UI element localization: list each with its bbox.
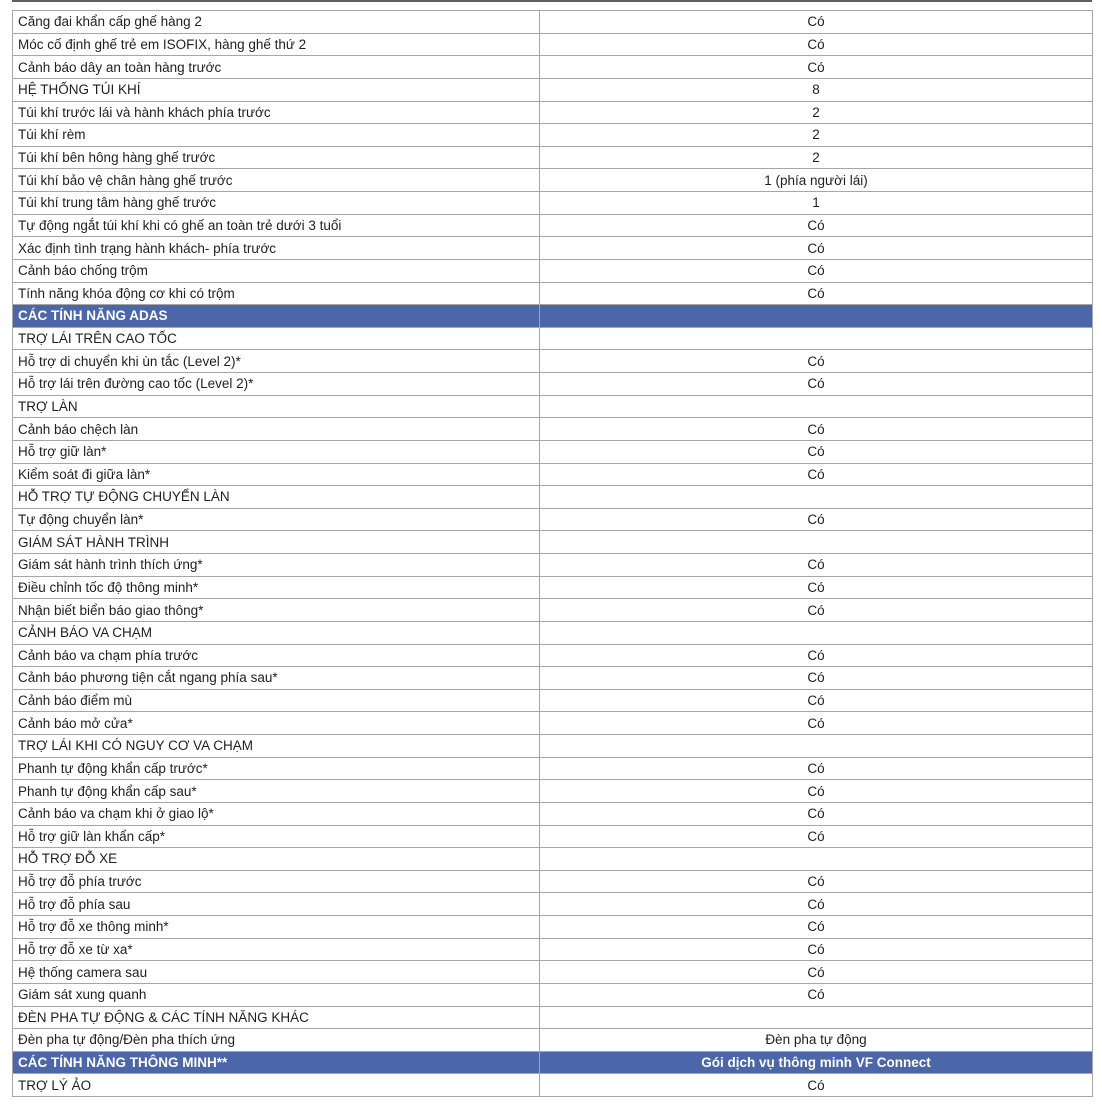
value-cell: Có xyxy=(540,689,1093,712)
value-cell: Có xyxy=(540,712,1093,735)
feature-cell: TRỢ LÝ ẢO xyxy=(13,1074,540,1097)
table-row xyxy=(13,463,1093,486)
feature-cell: Cảnh báo phương tiện cắt ngang phía sau* xyxy=(13,667,540,690)
value-cell: 1 xyxy=(540,192,1093,215)
feature-cell: Túi khí bảo vệ chân hàng ghế trước xyxy=(13,169,540,192)
table-row xyxy=(13,282,1093,305)
feature-cell: Đèn pha tự động/Đèn pha thích ứng xyxy=(13,1029,540,1052)
value-cell: Có xyxy=(540,56,1093,79)
feature-cell: Móc cố định ghế trẻ em ISOFIX, hàng ghế thứ 2 xyxy=(13,33,540,56)
table-row xyxy=(13,667,1093,690)
table-row xyxy=(13,237,1093,260)
value-cell: Có xyxy=(540,961,1093,984)
feature-cell: Xác định tình trạng hành khách- phía trước xyxy=(13,237,540,260)
section-header-row xyxy=(13,848,1093,871)
value-cell: Có xyxy=(540,916,1093,939)
table-row xyxy=(13,780,1093,803)
feature-cell: Hỗ trợ giữ làn* xyxy=(13,440,540,463)
table-row xyxy=(13,938,1093,961)
section-header-row xyxy=(13,621,1093,644)
feature-cell: Tính năng khóa động cơ khi có trộm xyxy=(13,282,540,305)
feature-cell: Cảnh báo mở cửa* xyxy=(13,712,540,735)
table-row xyxy=(13,757,1093,780)
feature-cell: Túi khí trước lái và hành khách phía trước xyxy=(13,101,540,124)
value-cell: Có xyxy=(540,418,1093,441)
feature-cell: Hỗ trợ di chuyển khi ùn tắc (Level 2)* xyxy=(13,350,540,373)
feature-cell: Giám sát xung quanh xyxy=(13,983,540,1006)
value-cell xyxy=(540,621,1093,644)
feature-cell: Hỗ trợ đỗ phía sau xyxy=(13,893,540,916)
table-row xyxy=(13,259,1093,282)
spec-table xyxy=(12,10,1093,1097)
value-cell xyxy=(540,486,1093,509)
value-cell xyxy=(540,1006,1093,1029)
feature-cell: Hỗ trợ đỗ xe thông minh* xyxy=(13,916,540,939)
table-row xyxy=(13,373,1093,396)
feature-cell: TRỢ LÁI TRÊN CAO TỐC xyxy=(13,327,540,350)
value-cell: 2 xyxy=(540,124,1093,147)
feature-cell: HỖ TRỢ ĐỖ XE xyxy=(13,848,540,871)
value-cell xyxy=(540,735,1093,758)
value-cell: Có xyxy=(540,214,1093,237)
table-row xyxy=(13,418,1093,441)
feature-cell: Kiểm soát đi giữa làn* xyxy=(13,463,540,486)
section-header-row xyxy=(13,735,1093,758)
accent-section-row xyxy=(13,1051,1093,1074)
value-cell: 1 (phía người lái) xyxy=(540,169,1093,192)
value-cell: Có xyxy=(540,825,1093,848)
value-cell: Có xyxy=(540,667,1093,690)
feature-cell: Cảnh báo va chạm phía trước xyxy=(13,644,540,667)
accent-section-row xyxy=(13,305,1093,328)
feature-cell: CÁC TÍNH NĂNG THÔNG MINH** xyxy=(13,1051,540,1074)
value-cell: Có xyxy=(540,33,1093,56)
feature-cell: Hệ thống camera sau xyxy=(13,961,540,984)
table-row xyxy=(13,124,1093,147)
value-cell: Đèn pha tự động xyxy=(540,1029,1093,1052)
feature-cell: Túi khí trung tâm hàng ghế trước xyxy=(13,192,540,215)
feature-cell: Tự động chuyển làn* xyxy=(13,508,540,531)
table-row xyxy=(13,961,1093,984)
feature-cell: Cảnh báo chống trộm xyxy=(13,259,540,282)
value-cell: Có xyxy=(540,440,1093,463)
feature-cell: HỆ THỐNG TÚI KHÍ xyxy=(13,78,540,101)
table-row xyxy=(13,893,1093,916)
section-header-row xyxy=(13,395,1093,418)
value-cell: Có xyxy=(540,508,1093,531)
feature-cell: TRỢ LÁI KHI CÓ NGUY CƠ VA CHẠM xyxy=(13,735,540,758)
value-cell: Có xyxy=(540,463,1093,486)
table-row xyxy=(13,554,1093,577)
value-cell: Có xyxy=(540,282,1093,305)
feature-cell: Giám sát hành trình thích ứng* xyxy=(13,554,540,577)
section-header-row xyxy=(13,486,1093,509)
value-cell: Có xyxy=(540,1074,1093,1097)
section-header-row xyxy=(13,78,1093,101)
table-row xyxy=(13,56,1093,79)
table-row xyxy=(13,1029,1093,1052)
feature-cell: Điều chỉnh tốc độ thông minh* xyxy=(13,576,540,599)
table-row xyxy=(13,146,1093,169)
value-cell: Có xyxy=(540,576,1093,599)
feature-cell: GIÁM SÁT HÀNH TRÌNH xyxy=(13,531,540,554)
section-header-row xyxy=(13,531,1093,554)
feature-cell: TRỢ LÀN xyxy=(13,395,540,418)
value-cell: 2 xyxy=(540,146,1093,169)
section-header-row xyxy=(13,1074,1093,1097)
table-row xyxy=(13,440,1093,463)
table-row xyxy=(13,350,1093,373)
feature-cell: Cảnh báo điểm mù xyxy=(13,689,540,712)
feature-cell: HỖ TRỢ TỰ ĐỘNG CHUYỂN LÀN xyxy=(13,486,540,509)
feature-cell: Tự động ngắt túi khí khi có ghế an toàn trẻ dưới 3 tuổi xyxy=(13,214,540,237)
feature-cell: Hỗ trợ đỗ phía trước xyxy=(13,870,540,893)
table-row xyxy=(13,11,1093,34)
value-cell: Gói dịch vụ thông minh VF Connect xyxy=(540,1051,1093,1074)
table-row xyxy=(13,712,1093,735)
value-cell: Có xyxy=(540,802,1093,825)
table-row xyxy=(13,916,1093,939)
table-row xyxy=(13,599,1093,622)
value-cell: Có xyxy=(540,757,1093,780)
value-cell xyxy=(540,395,1093,418)
value-cell: Có xyxy=(540,870,1093,893)
value-cell: Có xyxy=(540,554,1093,577)
table-row xyxy=(13,689,1093,712)
table-row xyxy=(13,214,1093,237)
value-cell: Có xyxy=(540,237,1093,260)
table-row xyxy=(13,508,1093,531)
feature-cell: Phanh tự động khẩn cấp trước* xyxy=(13,757,540,780)
table-row xyxy=(13,169,1093,192)
top-divider-rule xyxy=(12,0,1092,2)
feature-cell: Nhận biết biển báo giao thông* xyxy=(13,599,540,622)
feature-cell: Căng đai khẩn cấp ghế hàng 2 xyxy=(13,11,540,34)
value-cell: Có xyxy=(540,599,1093,622)
table-row xyxy=(13,802,1093,825)
value-cell: Có xyxy=(540,11,1093,34)
feature-cell: CẢNH BÁO VA CHẠM xyxy=(13,621,540,644)
value-cell xyxy=(540,305,1093,328)
feature-cell: ĐÈN PHA TỰ ĐỘNG & CÁC TÍNH NĂNG KHÁC xyxy=(13,1006,540,1029)
table-row xyxy=(13,983,1093,1006)
spec-table-body xyxy=(13,11,1093,1097)
value-cell: Có xyxy=(540,893,1093,916)
feature-cell: Hỗ trợ giữ làn khẩn cấp* xyxy=(13,825,540,848)
feature-cell: Cảnh báo va chạm khi ở giao lộ* xyxy=(13,802,540,825)
feature-cell: Túi khí bên hông hàng ghế trước xyxy=(13,146,540,169)
feature-cell: Cảnh báo chệch làn xyxy=(13,418,540,441)
value-cell: 2 xyxy=(540,101,1093,124)
table-row xyxy=(13,576,1093,599)
feature-cell: Hỗ trợ đỗ xe từ xa* xyxy=(13,938,540,961)
table-row xyxy=(13,101,1093,124)
table-row xyxy=(13,644,1093,667)
value-cell: Có xyxy=(540,259,1093,282)
value-cell: Có xyxy=(540,644,1093,667)
table-row xyxy=(13,825,1093,848)
feature-cell: CÁC TÍNH NĂNG ADAS xyxy=(13,305,540,328)
value-cell: Có xyxy=(540,350,1093,373)
feature-cell: Túi khí rèm xyxy=(13,124,540,147)
feature-cell: Phanh tự động khẩn cấp sau* xyxy=(13,780,540,803)
value-cell: Có xyxy=(540,983,1093,1006)
feature-cell: Cảnh báo dây an toàn hàng trước xyxy=(13,56,540,79)
value-cell: Có xyxy=(540,938,1093,961)
value-cell: Có xyxy=(540,373,1093,396)
table-row xyxy=(13,33,1093,56)
value-cell: 8 xyxy=(540,78,1093,101)
section-header-row xyxy=(13,327,1093,350)
value-cell xyxy=(540,531,1093,554)
table-row xyxy=(13,870,1093,893)
feature-cell: Hỗ trợ lái trên đường cao tốc (Level 2)* xyxy=(13,373,540,396)
value-cell: Có xyxy=(540,780,1093,803)
value-cell xyxy=(540,848,1093,871)
table-row xyxy=(13,192,1093,215)
value-cell xyxy=(540,327,1093,350)
section-header-row xyxy=(13,1006,1093,1029)
